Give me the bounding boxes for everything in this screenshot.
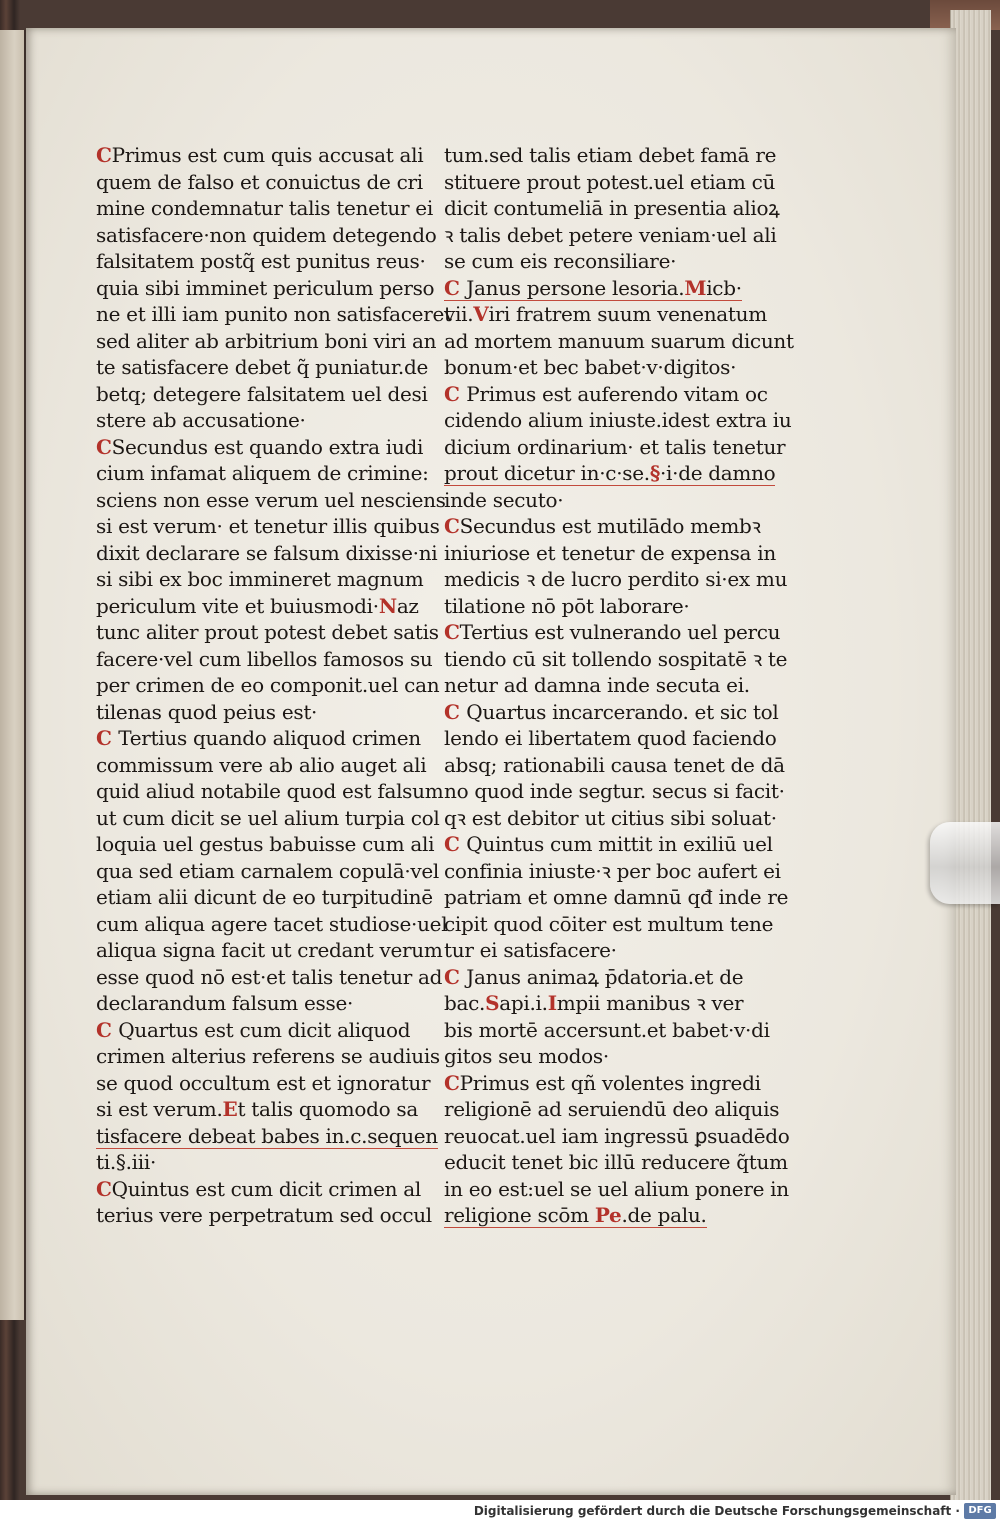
text-segment: no quod inde segtur. secus si facit· [444,779,785,803]
rubric-initial: C [96,1176,112,1201]
text-line [444,884,789,911]
rubric-initial: C [444,832,467,856]
text-segment: aliqua signa facit ut credant verum [96,938,443,962]
text-segment: absq; rationabili causa tenet de dā [444,752,785,777]
text-line [96,1176,426,1203]
text-segment: qꝛ est debitor ut citius sibi soluat· [444,805,777,830]
text-segment: Quintus est cum dicit crimen al [111,1176,422,1201]
text-line [96,937,443,964]
text-line [96,354,429,381]
text-line [444,407,792,434]
rubric-initial: S [485,991,500,1015]
text-segment: inde secuto· [444,487,564,512]
text-segment: se quod occultum est et ignoratur [96,1070,431,1095]
text-line [444,646,788,673]
rubric-initial: C [96,434,112,459]
rubric-initial: E [222,1097,238,1121]
text-line [444,1176,789,1203]
text-segment: ꝛ talis debet petere veniam·uel ali [444,222,777,247]
text-line [96,248,426,275]
text-segment: betq; detegere falsitatem uel desi [96,381,428,406]
rubric-initial: N [378,593,397,618]
text-segment: sciens non esse verum uel nesciens [96,487,446,512]
text-segment: Janus animaꝝ p̄datoria.et de [466,964,744,989]
text-segment: netur ad damna inde secuta ei. [444,673,750,697]
text-segment: Primus est cum quis accusat ali [111,143,424,167]
text-segment: sed aliter ab arbitrium boni viri an [96,328,437,353]
text-segment: mine condemnatur talis tenetur ei [96,196,433,220]
text-segment: ·i·de damno [659,461,776,485]
text-segment: vii. [444,302,474,326]
text-segment: si est verum· et tenetur illis quibus [96,514,440,538]
text-line [444,275,774,302]
text-segment: ut cum dicit se uel alium turpia col [96,805,440,830]
text-line [96,1017,426,1044]
text-column-right [444,142,794,1229]
text-line [96,434,426,461]
text-line [444,964,774,991]
text-line [96,195,433,222]
text-line [96,593,426,620]
page-clip [930,822,1000,904]
text-line [96,884,433,911]
text-segment: tilatione nō pōt laborare· [444,593,690,618]
text-line [444,1070,774,1097]
rubric-initial: § [649,461,660,485]
text-line [444,381,774,408]
text-line [96,990,426,1017]
text-line [96,1070,431,1097]
text-line [96,646,433,673]
text-line [444,1017,774,1044]
text-segment: mpii manibus ꝛ ver [556,991,744,1015]
rubric-initial: Pe [594,1203,622,1227]
text-line [444,1123,790,1150]
text-segment: cum aliqua agere tacet studiose·uel [96,911,448,936]
text-line [96,169,426,196]
text-line [444,1202,774,1229]
text-segment: lendo ei libertatem quod faciendo [444,726,777,750]
text-segment: Secundus est quando extra iudi [111,434,424,459]
text-segment: ti.§.iii· [96,1150,156,1174]
text-line [96,911,448,938]
text-segment: ne et illi iam punito non satisfaceret [96,302,452,326]
text-segment: satisfacere·non quidem detegendo [96,222,437,247]
text-segment: Tertius quando aliquod crimen [118,726,421,750]
rubric-initial: V [473,302,489,326]
text-line [444,434,786,461]
text-line [96,725,426,752]
text-line [444,911,774,938]
text-segment: quem de falso et conuictus de cri [96,169,423,194]
text-segment: educit tenet bic illū reducere q̃tum [444,1150,788,1174]
text-line [96,805,440,832]
text-segment: facere·vel cum libellos famosos su [96,646,433,671]
text-line [444,169,774,196]
text-segment: stituere prout potest.uel etiam cū [444,169,776,194]
text-segment: tum.sed talis etiam debet famā re [444,143,777,167]
text-segment: tisfacere debeat babes in.c.sequen [96,1123,438,1148]
text-segment: confinia iniuste·ꝛ per boc aufert ei [444,858,781,883]
rubric-initial: I [547,991,557,1015]
rubric-initial: C [444,514,460,538]
text-line [96,1123,438,1150]
text-segment: esse quod nō est·et talis tenetur ad [96,964,443,989]
text-line [444,672,774,699]
text-line [444,937,774,964]
text-segment: prout dicetur in·c·se. [444,461,650,485]
text-segment: tur ei satisfacere· [444,938,617,962]
page-stack-edge [950,10,991,1500]
text-segment: periculum vite et buiusmodi· [96,593,379,618]
text-segment: quia sibi imminet periculum perso [96,275,435,300]
text-line [96,1043,440,1070]
text-segment: Quintus cum mittit in exiliū uel [466,832,773,856]
text-segment: te satisfacere debet q̃ puniatur.de [96,355,429,379]
text-segment: commissum vere ab alio auget ali [96,752,427,777]
text-segment: stere ab accusatione· [96,408,306,432]
text-segment: si est verum. [96,1097,223,1121]
text-segment: in eo est:uel se uel alium ponere in [444,1176,789,1201]
text-line [96,699,426,726]
text-segment: declarandum falsum esse· [96,991,354,1015]
text-line [96,540,438,567]
text-line [444,354,774,381]
text-line [444,725,777,752]
text-line [96,1202,432,1229]
text-segment: religionē ad seruiendū deo aliquis [444,1097,780,1121]
text-segment: terius vere perpetratum sed occul [96,1203,432,1227]
text-line [444,1096,780,1123]
text-line [444,566,788,593]
text-line [96,275,435,302]
rubric-initial: C [444,1070,460,1095]
text-line [96,858,440,885]
text-column-left [96,142,452,1229]
text-segment: cipit quod cōiter est multum tene [444,911,774,936]
text-line [96,1149,426,1176]
text-line [444,195,780,222]
text-segment: Quartus incarcerando. et sic tol [466,699,779,724]
text-segment: crimen alterius referens se audiuis [96,1044,440,1068]
rubric-initial: M [684,275,707,300]
text-segment: .de palu. [621,1203,707,1227]
text-segment: Tertius est vulnerando uel percu [459,620,781,644]
text-segment: dicit contumeliā in presentia alioꝝ [444,196,780,220]
text-segment: api.i. [499,991,548,1015]
text-segment: si sibi ex boc immineret magnum [96,567,424,591]
text-segment: medicis ꝛ de lucro perdito si·ex mu [444,567,788,591]
text-segment: religione scōm [444,1203,595,1227]
rubric-initial: C [96,726,119,750]
rubric-initial: C [96,1017,119,1042]
text-line [96,381,426,408]
text-line [96,619,439,646]
text-segment: Primus est auferendo vitam oc [466,381,768,406]
text-line [444,222,777,249]
text-segment: dicium ordinarium· et talis tenetur [444,434,786,459]
text-segment: ad mortem manuum suarum dicunt [444,328,794,353]
text-line [96,328,437,355]
text-line [444,752,785,779]
text-segment: falsitatem postq̃ est punitus reus· [96,249,426,273]
text-segment: se cum eis reconsiliare· [444,249,677,273]
text-line [96,566,426,593]
text-segment: Secundus est mutilādo membꝛ [459,514,761,538]
text-line [444,328,794,355]
text-line [96,487,446,514]
text-line [444,805,777,832]
text-line [96,778,444,805]
text-segment: Quartus est cum dicit aliquod [118,1017,411,1042]
text-line [444,1149,788,1176]
footer-bar [0,1500,1000,1523]
text-segment: Janus persone lesoria. [466,275,685,300]
text-segment: tiendo cū sit tollendo sospitatē ꝛ te [444,646,788,671]
rubric-initial: C [444,275,467,300]
text-segment: dixit declarare se falsum dixisse·ni [96,540,438,565]
text-segment: iniuriose et tenetur de expensa in [444,540,776,565]
text-line [444,593,774,620]
text-line [96,672,440,699]
text-segment: etiam alii dicunt de eo turpitudinē [96,885,433,909]
text-line [444,699,779,726]
text-line [444,460,774,487]
text-segment: bonum·et bec babet·v·digitos· [444,355,737,379]
text-segment: patriam et omne damnū qđ inde re [444,885,789,909]
text-segment: tunc aliter prout potest debet satis [96,620,439,644]
text-segment: az [396,593,419,618]
text-segment: qua sed etiam carnalem copulā·vel [96,858,440,883]
text-line [444,513,774,540]
text-line [96,1096,426,1123]
text-line [96,831,435,858]
text-segment: iri fratrem suum venenatum [488,302,767,326]
text-line [444,487,774,514]
rubric-initial: C [444,620,460,644]
rubric-initial: C [444,964,467,989]
text-line [96,460,429,487]
text-line [96,964,443,991]
text-segment: t talis quomodo sa [237,1097,418,1121]
text-segment: per crimen de eo componit.uel can [96,673,440,697]
text-line [444,858,781,885]
text-segment: reuocat.uel iam ingressū ꝑsuadēdo [444,1123,790,1148]
text-segment: Primus est qñ volentes ingredi [459,1070,761,1095]
text-segment: icb· [706,275,742,300]
text-line [96,301,452,328]
text-segment: quid aliud notabile quod est falsum [96,779,444,803]
text-line [444,990,774,1017]
text-line [96,513,440,540]
text-segment: tilenas quod peius est· [96,699,318,724]
text-segment: bis mortē accersunt.et babet·v·di [444,1017,770,1042]
text-line [96,222,437,249]
text-line [96,407,426,434]
text-line [444,142,777,169]
text-line [96,752,426,779]
dfg-logo-icon: DFG [964,1503,996,1519]
text-line [444,619,781,646]
text-segment: bac. [444,991,486,1015]
funding-credit: Digitalisierung gefördert durch die Deutsche Forschungsgemeinschaft · [473,1504,960,1518]
text-segment: loquia uel gestus babuisse cum ali [96,832,435,856]
rubric-initial: C [96,143,112,167]
text-segment: cium infamat aliquem de crimine: [96,461,429,485]
text-line [444,301,774,328]
text-line [96,142,426,169]
text-segment: gitos seu modos· [444,1044,609,1068]
text-line [444,831,774,858]
rubric-initial: C [444,381,467,406]
text-line [444,248,774,275]
rubric-initial: C [444,699,467,724]
text-line [444,540,774,567]
text-line [444,1043,774,1070]
text-segment: cidendo alium iniuste.idest extra iu [444,408,792,432]
facing-page-edge [0,30,26,1320]
text-line [444,778,785,805]
